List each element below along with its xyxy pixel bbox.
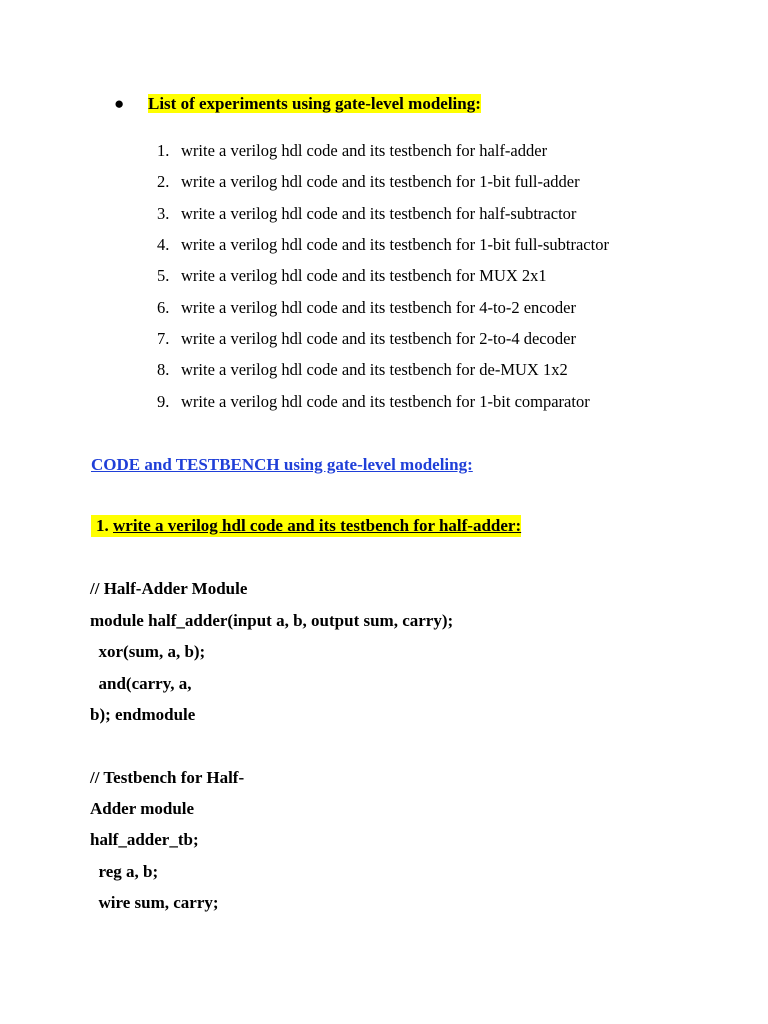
experiments-heading (114, 93, 481, 115)
subsection-title: write a verilog hdl code and its testbench for half-adder: (113, 516, 522, 535)
subsection-number: 1. (96, 516, 109, 535)
code-line: and(carry, a, (90, 674, 192, 693)
list-item-text: write a verilog hdl code and its testbench for 4-to-2 encoder (181, 298, 576, 317)
list-item-text: write a verilog hdl code and its testbench for 2-to-4 decoder (181, 329, 576, 348)
code-line: // Testbench for Half- (90, 768, 245, 787)
experiments-heading-text: List of experiments using gate-level modeling: (148, 94, 481, 113)
subsection-heading (91, 515, 521, 537)
code-line: wire sum, carry; (90, 893, 219, 912)
code-line: reg a, b; (90, 862, 159, 881)
list-item-number: 2. (157, 172, 170, 191)
code-line: Adder module (90, 799, 195, 818)
list-item-number: 3. (157, 204, 170, 223)
list-item-number: 8. (157, 360, 170, 379)
list-item-text: write a verilog hdl code and its testbench for de-MUX 1x2 (181, 360, 568, 379)
list-item-text: write a verilog hdl code and its testbench for 1-bit full-subtractor (181, 235, 609, 254)
code-line: half_adder_tb; (90, 830, 199, 849)
list-item-text: write a verilog hdl code and its testbench for 1-bit comparator (181, 392, 590, 411)
list-item-number: 4. (157, 235, 170, 254)
list-item-number: 1. (157, 141, 170, 160)
list-item-text: write a verilog hdl code and its testbench for half-adder (181, 141, 548, 160)
list-item-number: 6. (157, 298, 170, 317)
list-item-number: 7. (157, 329, 170, 348)
code-line: b); endmodule (90, 705, 196, 724)
list-item-number: 5. (157, 266, 170, 285)
list-item-number: 9. (157, 392, 170, 411)
code-section-link[interactable]: CODE and TESTBENCH using gate-level modeling: (91, 455, 473, 474)
code-line: module half_adder(input a, b, output sum, carry); (90, 611, 454, 630)
list-item-text: write a verilog hdl code and its testbench for half-subtractor (181, 204, 577, 223)
list-item-text: write a verilog hdl code and its testbench for MUX 2x1 (181, 266, 547, 285)
code-line: // Half-Adder Module (90, 579, 248, 598)
code-line: xor(sum, a, b); (90, 642, 206, 661)
list-item-text: write a verilog hdl code and its testbench for 1-bit full-adder (181, 172, 580, 191)
bullet-icon: ● (114, 94, 125, 113)
